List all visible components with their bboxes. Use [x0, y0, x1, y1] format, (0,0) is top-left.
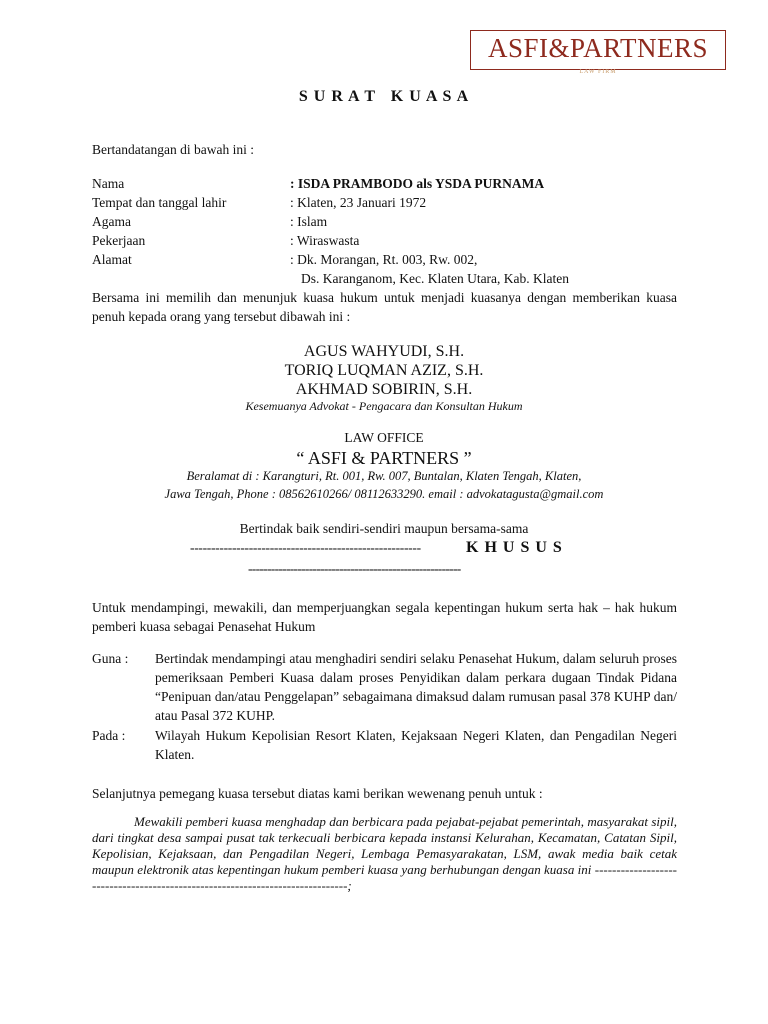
- attorney-name: TORIQ LUQMAN AZIZ, S.H.: [284, 362, 484, 379]
- khusus-heading: K H U S U S: [466, 539, 563, 556]
- pada-label: Pada :: [92, 728, 126, 743]
- guna-label: Guna :: [92, 651, 129, 666]
- field-label-occupation: Pekerjaan: [92, 233, 146, 248]
- khusus-dashes: -------------------------------------------------------: [190, 540, 421, 555]
- field-value-name: : ISDA PRAMBODO als YSDA PURNAMA: [290, 176, 545, 191]
- acting-line: Bertindak baik sendiri-sendiri maupun bersama-sama: [239, 521, 529, 536]
- document-title: S U R A T K U A S A: [298, 88, 470, 105]
- attorneys-note: Kesemuanya Advokat - Pengacara dan Konsultan Hukum: [245, 399, 523, 413]
- field-value-religion: : Islam: [290, 214, 328, 229]
- guna-text: Bertindak mendampingi atau menghadiri sendiri selaku Penasehat Hukum, dalam seluruh proses pemeriksaan Pemberi Kuasa dalam proses Penyidikan dalam perkara dugaan Tindak Pidana “Penipuan dan/atau Penggelapan” sebagaimana dimaksud dalam rumusan pasal 378 KUHP dan/ atau Pasal 372 KUHP.: [155, 651, 677, 723]
- firm-logo: [470, 30, 726, 80]
- appoint-paragraph: Bersama ini memilih dan menunjuk kuasa hukum untuk menjadi kuasanya dengan memberikan kuasa penuh kepada orang yang tersebut dibawah ini :: [92, 290, 677, 324]
- field-label-name: Nama: [92, 176, 125, 191]
- field-label-address: Alamat: [92, 252, 132, 267]
- field-label-birth: Tempat dan tanggal lahir: [92, 195, 227, 210]
- logo-subtitle: LAW FIRM: [579, 69, 617, 75]
- attorney-name: AKHMAD SOBIRIN, S.H.: [295, 381, 473, 398]
- law-office-label: LAW OFFICE: [344, 430, 424, 445]
- khusus-underline: --------------------------------------------------------: [248, 561, 461, 576]
- office-address-line2: Jawa Tengah, Phone : 08562610266/ 08112633290. email : advokatagusta@gmail.com: [164, 487, 604, 501]
- logo-wordmark: ASFI&PARTNERS: [488, 33, 708, 63]
- attorney-name: AGUS WAHYUDI, S.H.: [303, 343, 465, 360]
- field-value-address: : Dk. Morangan, Rt. 003, Rw. 002,: [290, 252, 478, 267]
- field-label-religion: Agama: [92, 214, 131, 229]
- purpose-paragraph: Untuk mendampingi, mewakili, dan memperjuangkan segala kepentingan hukum serta hak – hak hukum pemberi kuasa sebagai Penasehat Hukum: [92, 600, 677, 634]
- field-value-occupation: : Wiraswasta: [290, 233, 360, 248]
- field-value-birth: : Klaten, 23 Januari 1972: [290, 195, 427, 210]
- office-address-line1: Beralamat di : Karangturi, Rt. 001, Rw. 007, Buntalan, Klaten Tengah, Klaten,: [186, 469, 582, 483]
- authority-italic: Mewakili pemberi kuasa menghadap dan berbicara pada pejabat-pejabat pemerintah, masyarakat sipil, dari tingkat desa sampai pusat tak terkecuali berbicara kepada instansi Kelurahan, Kecamatan, Catatan Sipil, Kepolisian, Kejaksaan, dan Pengadilan Negeri, Lembaga Pemasyarakatan, LSM, awak media baik cetak maupun elektronik atas kepentingan hukum pemberi kuasa yang berhubungan dengan kuasa ini ------------------------------------------------------------------------------;: [92, 814, 677, 893]
- authority-line: Selanjutnya pemegang kuasa tersebut diatas kami berikan wewenang penuh untuk :: [92, 786, 543, 801]
- law-office-name: “ ASFI & PARTNERS ”: [296, 448, 472, 468]
- field-value-address-line2: Ds. Karanganom, Kec. Klaten Utara, Kab. Klaten: [301, 271, 570, 286]
- intro-text: Bertandatangan di bawah ini :: [92, 142, 254, 157]
- pada-text: Wilayah Hukum Kepolisian Resort Klaten, Kejaksaan Negeri Klaten, dan Pengadilan Negeri Klaten.: [155, 728, 677, 762]
